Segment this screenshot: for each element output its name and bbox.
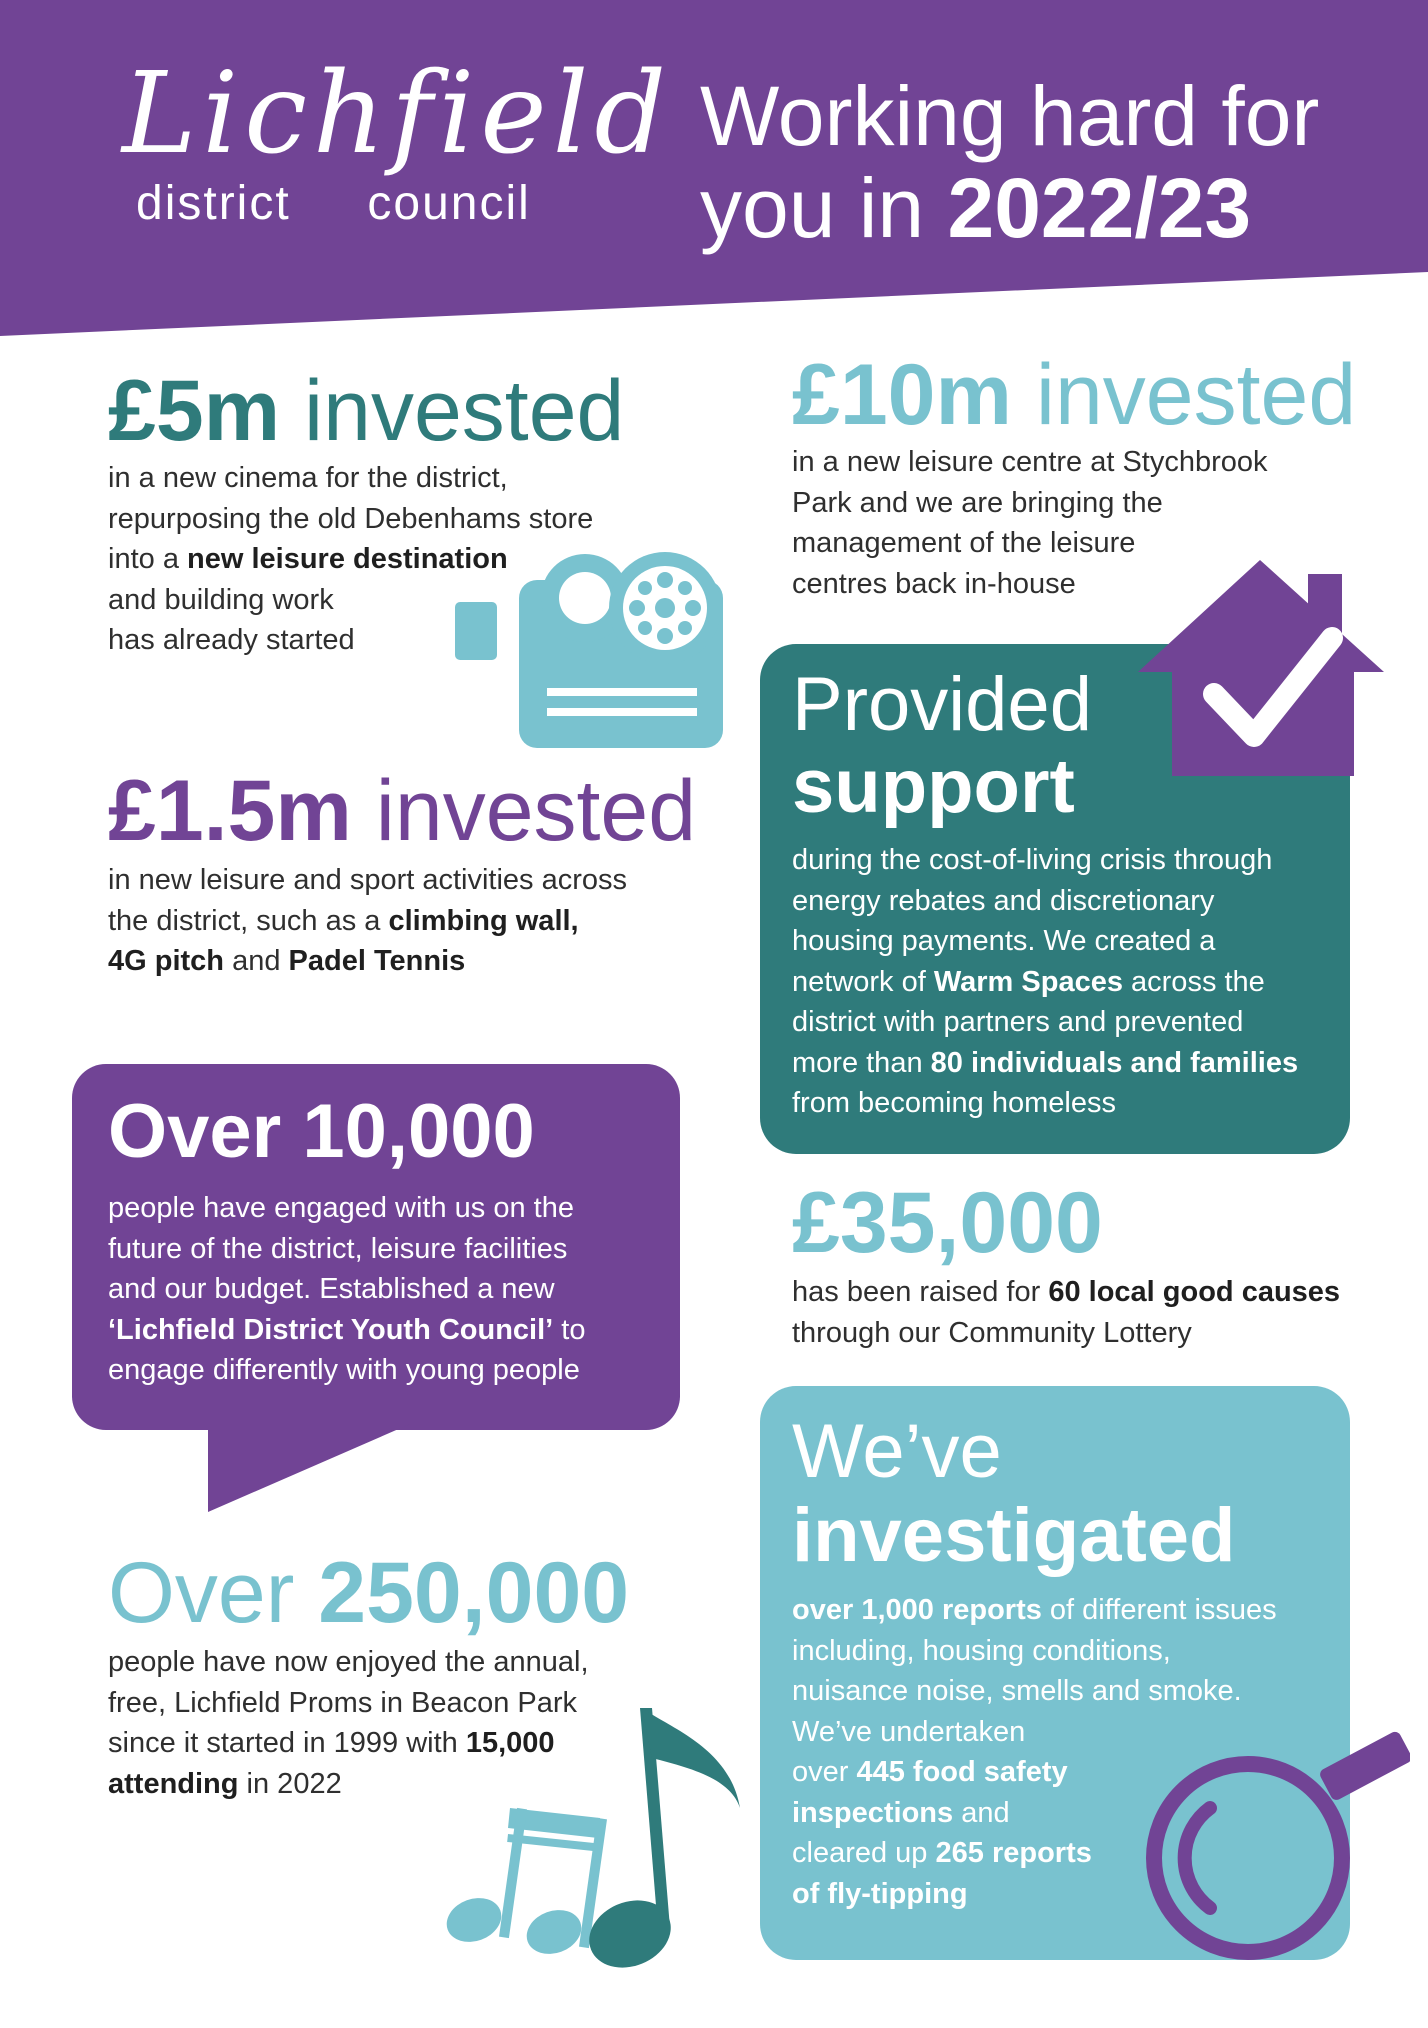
music-notes-icon: [430, 1688, 760, 1978]
activities-text: in new leisure and sport activities across the district, such as a climbing wall, 4G pitch and Padel Tennis: [108, 864, 628, 977]
projector-icon: [455, 550, 730, 750]
lottery-heading: £35,000: [792, 1175, 1103, 1271]
house-check-icon: [1136, 556, 1386, 776]
magnifying-glass-icon: [1140, 1730, 1410, 1970]
activities-heading: £1.5m invested: [108, 763, 697, 859]
support-title: Provided support: [792, 662, 1092, 829]
title-line-1: Working hard for: [700, 69, 1320, 163]
engagement-text: people have engaged with us on the future of the district, leisure facilities and our budget. Established a new ‘Lichfield District Youth Council’ to engage differently with young people: [108, 1192, 586, 1386]
proms-heading: Over 250,000: [108, 1545, 630, 1641]
logo-sub-right: council: [367, 177, 531, 230]
logo-wordmark: Lichfield: [122, 49, 673, 179]
leisure-centre-heading: £10m invested: [792, 347, 1357, 443]
cinema-heading: £5m invested: [108, 363, 625, 459]
leisure-centre-text: in a new leisure centre at Stychbrook Park and we are bringing the management of the leisure centres back in-house: [792, 446, 1268, 600]
engagement-title: Over 10,000: [108, 1089, 535, 1174]
investigated-title: We’ve investigated: [792, 1409, 1236, 1578]
lottery-text: has been raised for 60 local good causes through our Community Lottery: [792, 1276, 1341, 1349]
title-line-2: you in 2022/23: [700, 161, 1252, 255]
logo-sub-left: district: [136, 177, 291, 230]
support-text: during the cost-of-living crisis through energy rebates and discretionary housing payments. We created a network of Warm Spaces across the district with partners and prevented more than 80 individuals and families from becoming homeless: [792, 844, 1299, 1119]
logo-subtitle: [136, 177, 531, 230]
cinema-text: in a new cinema for the district, repurposing the old Debenhams store into a new leisure destination and building work has already started: [108, 462, 594, 656]
investigated-text: over 1,000 reports of different issues including, housing conditions, nuisance noise, smells and smoke. We’ve undertaken over 445 food safety inspections and cleared up 265 reports of fly-tipping: [792, 1594, 1277, 1910]
title-year: 2022/23: [947, 161, 1252, 255]
page-title: [700, 70, 1319, 254]
proms-text: people have now enjoyed the annual, free, Lichfield Proms in Beacon Park since it started in 1999 with 15,000 attending in 2022: [108, 1646, 589, 1800]
